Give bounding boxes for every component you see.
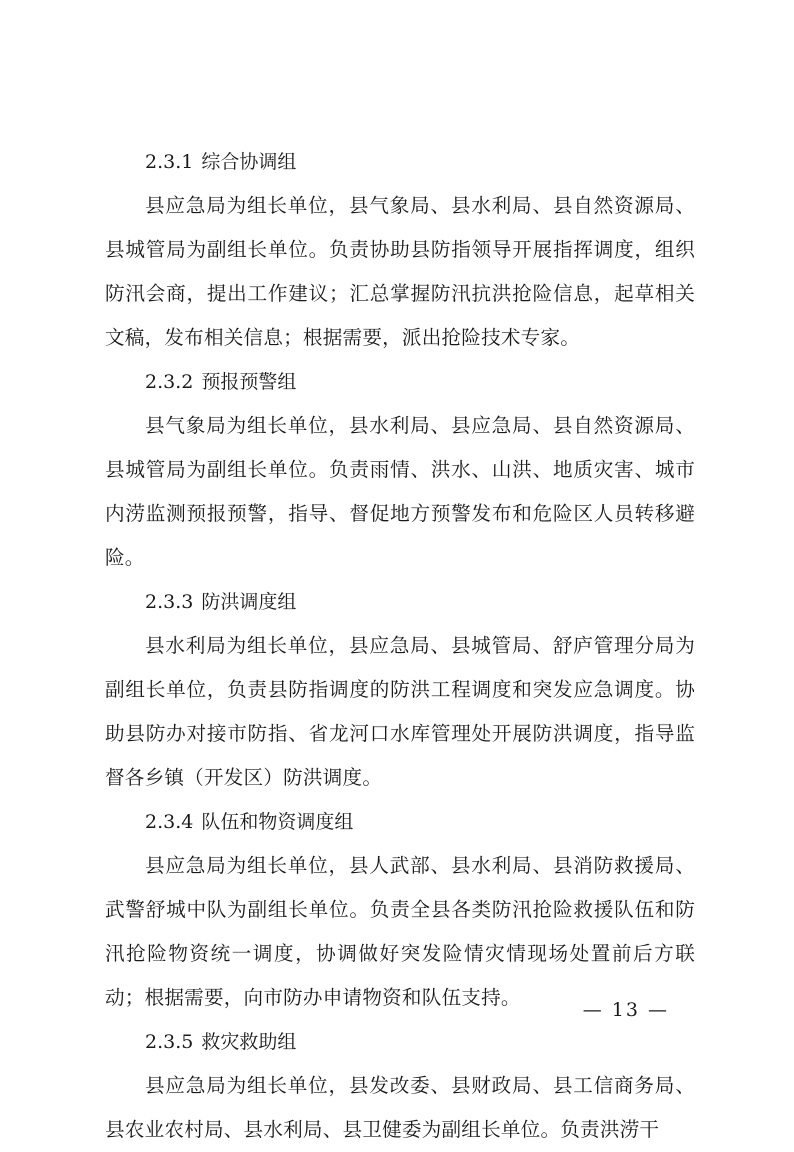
section-number: 2.3.5: [145, 1031, 194, 1053]
section-paragraph: 县应急局为组长单位，县气象局、县水利局、县自然资源局、县城管局为副组长单位。负责协助县防指领导开展指挥调度，组织防汛会商，提出工作建议；汇总掌握防汛抗洪抢险信息，起草相关文稿，发布相关信息；根据需要，派出抢险技术专家。: [105, 194, 695, 349]
section-2-3-5: [105, 1020, 695, 1152]
section-2-3-1: [105, 140, 695, 360]
section-heading: [145, 1020, 695, 1064]
section-title: 防洪调度组: [201, 591, 297, 613]
section-heading: [145, 140, 695, 184]
section-number: 2.3.2: [145, 371, 194, 393]
section-heading: [145, 360, 695, 404]
section-heading: [145, 580, 695, 624]
section-paragraph: 县应急局为组长单位，县发改委、县财政局、县工信商务局、县农业农村局、县水利局、县卫健委为副组长单位。负责洪涝干: [105, 1074, 695, 1141]
section-paragraph: 县应急局为组长单位，县人武部、县水利局、县消防救援局、武警舒城中队为副组长单位。负责全县各类防汛抢险救援队伍和防汛抢险物资统一调度，协调做好突发险情灾情现场处置前后方联动；根据需要，向市防办申请物资和队伍支持。: [105, 854, 695, 1009]
section-paragraph: 县气象局为组长单位，县水利局、县应急局、县自然资源局、县城管局为副组长单位。负责雨情、洪水、山洪、地质灾害、城市内涝监测预报预警，指导、督促地方预警发布和危险区人员转移避险。: [105, 414, 695, 569]
section-number: 2.3.1: [145, 151, 194, 173]
section-number: 2.3.3: [145, 591, 194, 613]
section-title: 队伍和物资调度组: [201, 811, 354, 833]
page-number: — 13 —: [582, 999, 669, 1021]
section-paragraph: 县水利局为组长单位，县应急局、县城管局、舒庐管理分局为副组长单位，负责县防指调度的防洪工程调度和突发应急调度。协助县防办对接市防指、省龙河口水库管理处开展防洪调度，指导监督各乡镇（开发区）防洪调度。: [105, 634, 695, 789]
section-title: 救灾救助组: [201, 1031, 297, 1053]
section-2-3-2: [105, 360, 695, 580]
section-2-3-4: [105, 800, 695, 1020]
section-2-3-3: [105, 580, 695, 800]
section-title: 综合协调组: [201, 151, 297, 173]
section-heading: [145, 800, 695, 844]
section-title: 预报预警组: [201, 371, 297, 393]
section-number: 2.3.4: [145, 811, 194, 833]
